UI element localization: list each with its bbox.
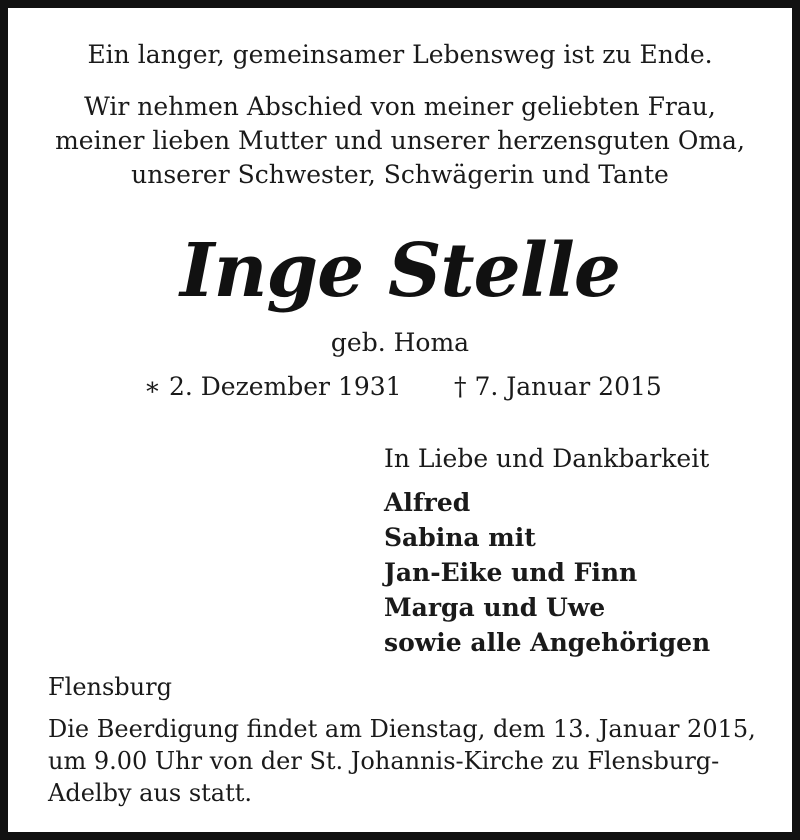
funeral-line-2: um 9.00 Uhr von der St. Johannis-Kirche zu Flensburg- <box>48 747 720 775</box>
deceased-name: Inge Stelle <box>179 228 620 314</box>
place-text: Flensburg <box>48 673 172 701</box>
mourner-5: sowie alle Angehörigen <box>384 628 711 657</box>
farewell-line-1: Wir nehmen Abschied von meiner geliebten Frau, <box>84 92 716 121</box>
death-date: † 7. Januar 2015 <box>454 372 662 401</box>
funeral-line-3: Adelby aus statt. <box>48 779 253 807</box>
mourner-1: Alfred <box>384 488 471 517</box>
closing-text: In Liebe und Dankbarkeit <box>384 444 710 473</box>
birth-date: ∗ 2. Dezember 1931 <box>144 372 402 401</box>
birth-name: geb. Homa <box>330 328 470 357</box>
farewell-line-2: meiner lieben Mutter und unserer herzensguten Oma, <box>55 126 745 155</box>
mourner-3: Jan-Eike und Finn <box>384 558 638 587</box>
mourner-4: Marga und Uwe <box>384 593 606 622</box>
mourner-2: Sabina mit <box>384 523 536 552</box>
farewell-line-3: unserer Schwester, Schwägerin und Tante <box>131 160 669 189</box>
funeral-line-1: Die Beerdigung findet am Dienstag, dem 13. Januar 2015, <box>48 715 756 743</box>
intro-text: Ein langer, gemeinsamer Lebensweg ist zu Ende. <box>87 40 713 69</box>
